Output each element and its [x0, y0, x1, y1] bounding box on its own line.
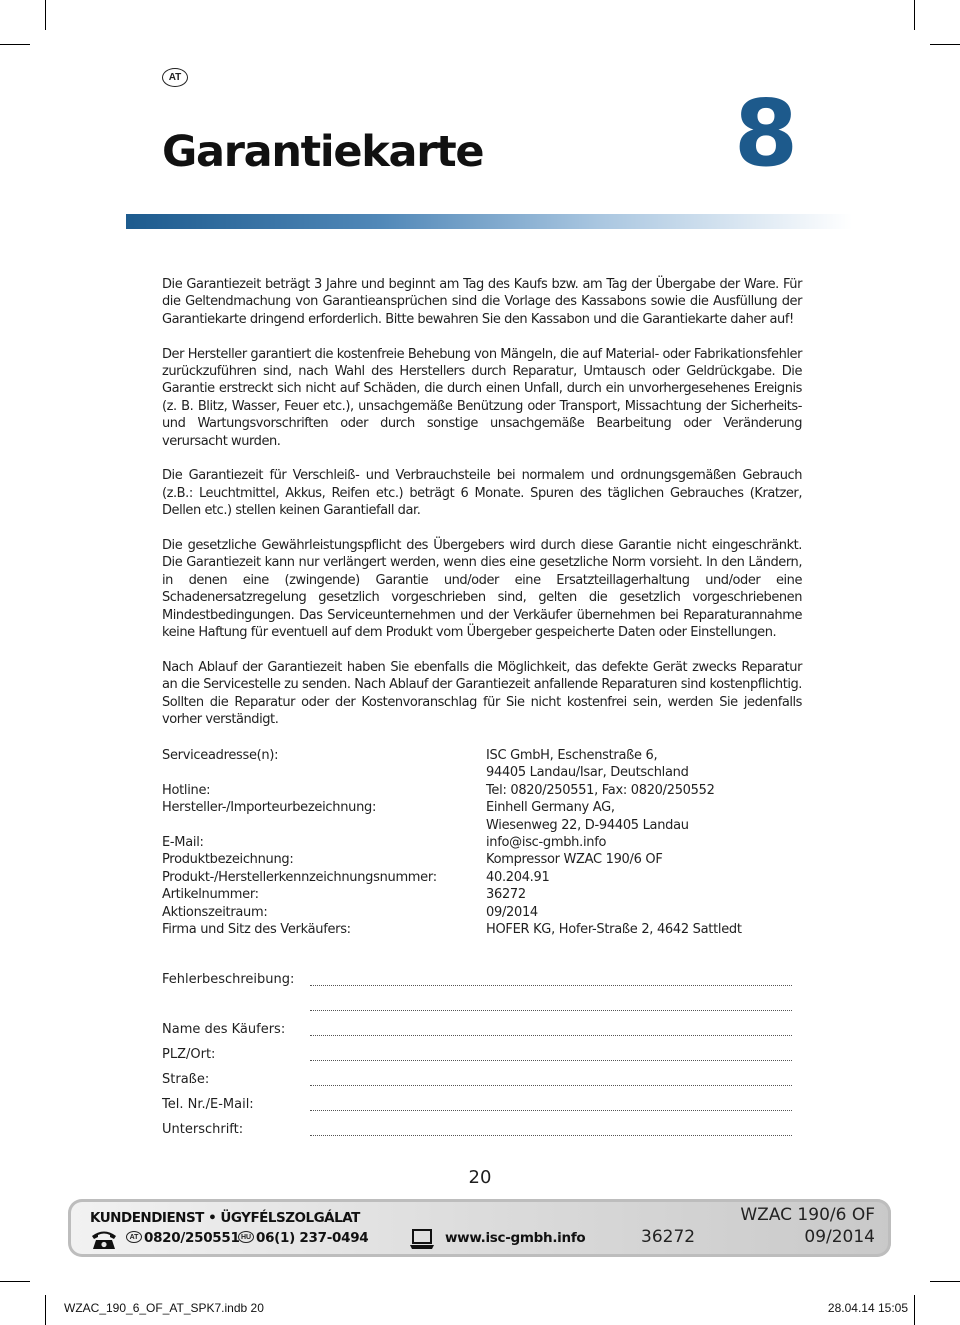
info-label: Produktbezeichnung: [162, 852, 294, 868]
hu-country-code: HU [238, 1231, 254, 1243]
crop-mark [0, 1281, 30, 1282]
crop-mark [930, 1281, 960, 1282]
info-label: Serviceadresse(n): [162, 748, 279, 763]
at-country-code: AT [126, 1231, 142, 1243]
info-label: Produkt-/Herstellerkennzeichnungsnummer: [162, 869, 437, 885]
info-label: E-Mail: [162, 834, 204, 850]
crop-mark [45, 0, 46, 30]
chapter-number: 8 [733, 80, 798, 187]
at-phone-number: 0820/250551 [144, 1230, 240, 1246]
paragraph: Die gesetzliche Gewährleistungspflicht des Übergebers wird durch diese Garantie nicht eingeschränkt. Die Garantiezeit kann nur verlängert werden, wenn dies eine gesetzliche Norm vorsieht. In den Ländern, in denen eine (zwingende) Garantie und/oder eine Ersatzteillagerhaltung und/oder eine Schadenersatzregelung gesetzlich vorgeschrieben sind, gelten die gesetzlich vorgeschriebenen Mindestbedingungen. Das Serviceunternehmen und der Verkäufer übernehmen bei Reparaturannahme keine Haftung für eventuell auf dem Produkt vom Übergeber gespeicherte Daten oder Einstellungen. [162, 538, 802, 641]
service-label: KUNDENDIENST • ÜGYFÉLSZOLGÁLAT [90, 1210, 360, 1226]
info-label: Firma und Sitz des Verkäufers: [162, 921, 351, 937]
article-number: 36272 [641, 1227, 696, 1247]
form-label: Straße: [162, 1072, 210, 1087]
form-label: Unterschrift: [162, 1122, 244, 1137]
info-label: Hersteller-/Importeurbezeichnung: [162, 800, 377, 816]
info-value: Einhell Germany AG, [486, 800, 615, 816]
paragraph: Die Garantiezeit beträgt 3 Jahre und beginnt am Tag des Kaufs bzw. am Tag der Übergabe der Ware. Für die Geltendmachung von Garantieansprüchen sind die Vorlage des Kassabons sowie die Ausfüllung der Garantiekarte dringend erforderlich. Bitte bewahren Sie den Kassabon und die Garantiekarte daher auf! [162, 277, 802, 327]
print-slug-timestamp: 28.04.14 15:05 [827, 1301, 908, 1315]
fault-description-field[interactable] [310, 985, 792, 986]
info-value: 09/2014 [486, 904, 538, 920]
form-label: Name des Käufers: [162, 1022, 286, 1037]
form-label: PLZ/Ort: [162, 1047, 216, 1062]
hu-phone-number: 06(1) 237-0494 [256, 1230, 369, 1246]
info-value: Tel: 0820/250551, Fax: 0820/250552 [486, 782, 715, 798]
info-label: Aktionszeitraum: [162, 904, 268, 920]
info-value: 40.204.91 [486, 869, 550, 885]
info-value: Wiesenweg 22, D-94405 Landau [486, 817, 689, 833]
model-name: WZAC 190/6 OF [740, 1205, 875, 1225]
info-value: 36272 [486, 887, 526, 903]
postcode-city-field[interactable] [310, 1060, 792, 1061]
info-label: Hotline: [162, 782, 211, 798]
fault-description-field-line-2[interactable] [310, 1010, 792, 1011]
paragraph: Die Garantiezeit für Verschleiß- und Verbrauchsteile bei normalem und ordnungsgemäßen Gebrauch (z.B.: Leuchtmittel, Akkus, Reifen etc.) beträgt 6 Monate. Spuren des täglichen Gebrauches (Kratzer, Dellen etc.) stellen keinen Garantiefall dar. [162, 468, 802, 519]
telephone-icon [90, 1229, 118, 1251]
info-value: Kompressor WZAC 190/6 OF [486, 852, 663, 868]
warranty-text [162, 276, 802, 746]
info-value: info@isc-gmbh.info [486, 834, 607, 850]
form-label: Fehlerbeschreibung: [162, 972, 295, 987]
phone-email-field[interactable] [310, 1110, 792, 1111]
crop-mark [914, 0, 915, 30]
info-value: ISC GmbH, Eschenstraße 6, [486, 748, 658, 763]
print-slug-file: WZAC_190_6_OF_AT_SPK7.indb 20 [64, 1301, 264, 1315]
info-label: Artikelnummer: [162, 887, 259, 903]
info-value: 94405 Landau/Isar, Deutschland [486, 765, 689, 781]
website-link[interactable]: www.isc-gmbh.info [445, 1230, 586, 1246]
crop-mark [930, 44, 960, 45]
street-field[interactable] [310, 1085, 792, 1086]
form-label: Tel. Nr./E-Mail: [162, 1097, 254, 1112]
title-gradient-bar [126, 214, 852, 229]
crop-mark [45, 1295, 46, 1325]
service-footer [68, 1199, 891, 1257]
footer-date: 09/2014 [804, 1227, 875, 1247]
paragraph: Der Hersteller garantiert die kostenfreie Behebung von Mängeln, die auf Material- oder Fabrikationsfehler zurückzuführen sind, nach Wahl des Herstellers durch Reparatur, Umtausch oder Geldrückgabe. Die Garantie erstreckt sich nicht auf Schäden, die durch einen Unfall, durch ein unvorhergesehenes Ereignis (z. B. Blitz, Wasser, Feuer etc.), unsachgemäße Benützung oder Transport, Missachtung der Sicherheits- und Wartungsvorschriften oder durch sonstige unsachgemäße Bearbeitung oder Veränderung verursacht wurden. [162, 346, 802, 449]
page-title: Garantiekarte [162, 127, 484, 177]
paragraph: Nach Ablauf der Garantiezeit haben Sie ebenfalls die Möglichkeit, das defekte Gerät zwecks Reparatur an die Servicestelle zu senden. Nach Ablauf der Garantiezeit anfallende Reparaturen sind kostenpflichtig. Sollten die Reparatur oder der Kostenvoranschlag für Sie nicht kostenfrei sein, werden Sie jedenfalls vorher verständigt. [162, 659, 802, 728]
crop-mark [0, 44, 30, 45]
signature-field[interactable] [310, 1135, 792, 1136]
crop-mark [914, 1295, 915, 1325]
laptop-icon [408, 1227, 436, 1251]
info-value: HOFER KG, Hofer-Straße 2, 4642 Sattledt [486, 921, 742, 937]
page-number: 20 [468, 1167, 492, 1188]
country-badge: AT [162, 68, 188, 87]
buyer-name-field[interactable] [310, 1035, 792, 1036]
